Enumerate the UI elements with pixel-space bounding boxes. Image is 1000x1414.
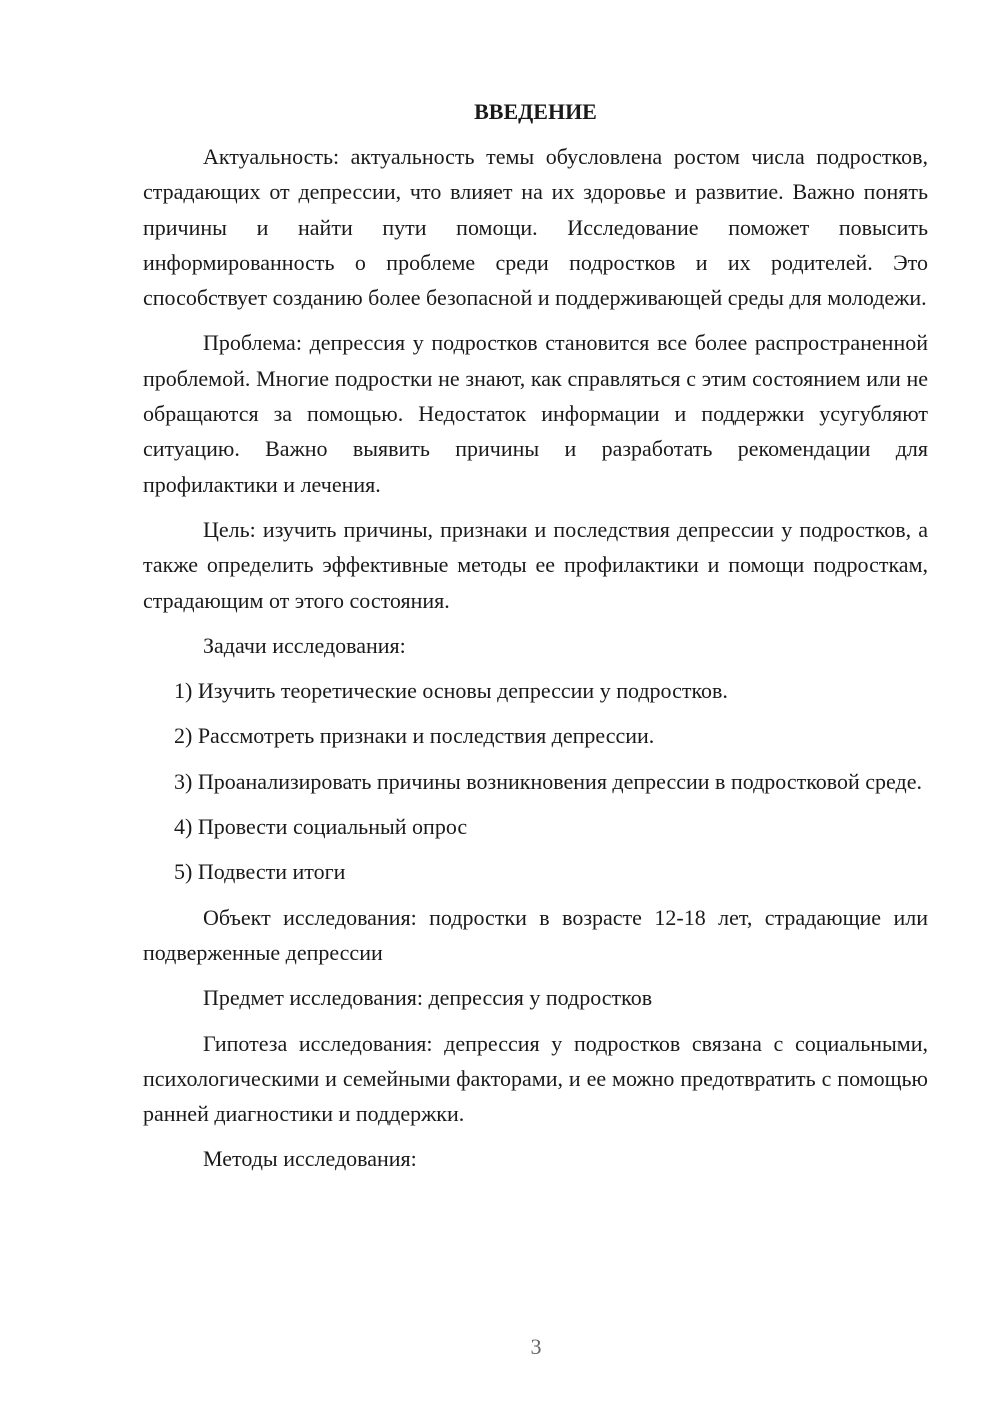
hypothesis-paragraph: Гипотеза исследования: депрессия у подростков связана с социальными, психологическими и семейными факторами, и ее можно предотвратить с помощью ранней диагностики и поддержки. — [143, 1030, 928, 1127]
page-title: ВВЕДЕНИЕ — [474, 99, 597, 124]
methods-heading: Методы исследования: — [203, 1146, 417, 1172]
goal-paragraph: Цель: изучить причины, признаки и последствия депрессии у подростков, а также определить эффективные методы ее профилактики и помощи подросткам, страдающим от этого состояния. — [143, 516, 928, 613]
relevance-paragraph: Актуальность: актуальность темы обусловлена ростом числа подростков, страдающих от депрессии, что влияет на их здоровье и развитие. Важно понять причины и найти пути помощи. Исследование поможет повысить информированность о проблеме среди подростков и их родителей. Это способствует созданию более безопасной и поддерживающей среды для молодежи. — [143, 144, 928, 311]
task-item: 5) Подвести итоги — [174, 859, 346, 885]
object-paragraph: Объект исследования: подростки в возрасте 12-18 лет, страдающие или подверженные депрессии — [143, 904, 928, 965]
subject-paragraph: Предмет исследования: депрессия у подростков — [203, 985, 653, 1011]
page-content — [143, 94, 928, 1187]
task-item: 3) Проанализировать причины возникновения депрессии в подростковой среде. — [174, 768, 922, 794]
page-number: 3 — [530, 1334, 542, 1359]
problem-paragraph: Проблема: депрессия у подростков становится все более распространенной проблемой. Многие подростки не знают, как справляться с этим состоянием или не обращаются за помощью. Недостаток информации и поддержки усугубляют ситуацию. Важно выявить причины и разработать рекомендации для профилактики и лечения. — [143, 330, 928, 497]
task-item: 1) Изучить теоретические основы депрессии у подростков. — [174, 678, 728, 704]
tasks-heading: Задачи исследования: — [203, 632, 406, 658]
task-item: 4) Провести социальный опрос — [174, 814, 468, 840]
task-item: 2) Рассмотреть признаки и последствия депрессии. — [174, 723, 655, 749]
